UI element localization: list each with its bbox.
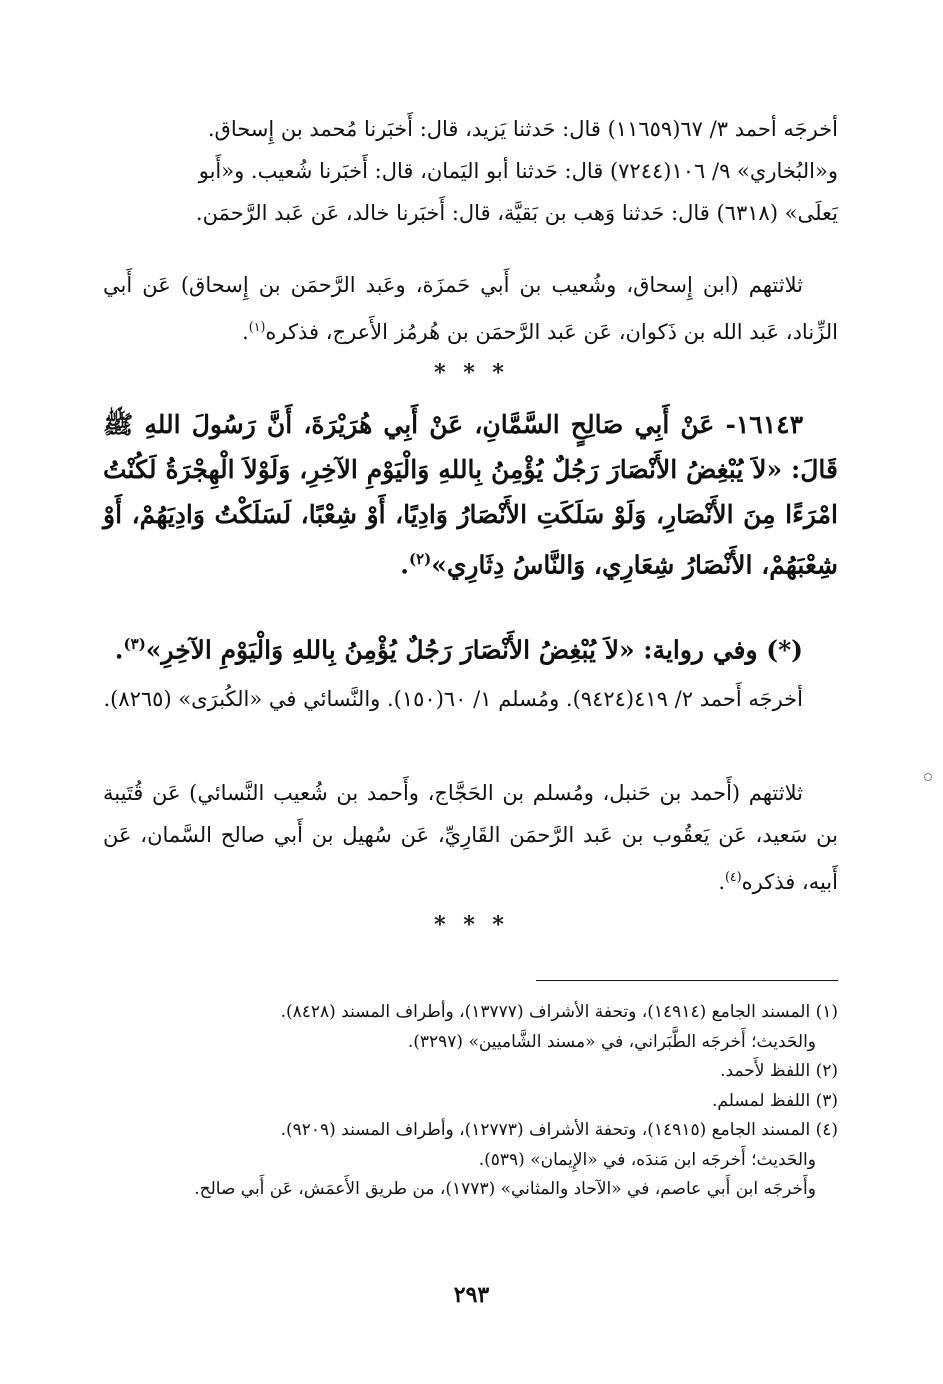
footnote-4-continuation: والحَديث؛ أَخرجَه ابن مَندَه، في «الإِيمان» (٥٣٩). [478,1149,816,1170]
isnad-text: ثلاثتهم (ابن إِسحاق، وشُعيب بن أَبي حَمزَة، وعَبد الرَّحمَن بن إِسحاق) عَن أَبي الزِّناد، عَبد الله بن ذَكوان، عَن عَبد الرَّحمَن بن هُرمُز الأَعرج، فذكره [103,273,838,344]
riwaya-paragraph: (*) وفي رواية: «لاَ يُبْغِضُ الأَنْصَارَ رَجُلٌ يُؤْمِنُ بِاللهِ وَالْيَوْمِ الآخِرِ»$^{(٣)}$. [114,635,803,665]
section-separator: * * * [434,360,509,386]
takhrij-text: أخرجَه أَحمد ٢/ ٤١٩(٩٤٢٤). ومُسلم ١/ ٦٠(١٥٠). والنَّسائي في «الكُبرَى» (٨٢٦٥). [103,687,803,711]
margin-mark [924,773,932,781]
takhrij-paragraph-2 [103,678,838,720]
isnad-paragraph-1: ثلاثتهم (ابن إِسحاق، وشُعيب بن أَبي حَمزَة، وعَبد الرَّحمَن بن إِسحاق) عَن أَبي الزِّناد، عَبد الله بن ذَكوان، عَن عَبد الرَّحمَن بن هُرمُز الأَعرج، فذكره$^{(١)}$. [103,273,838,344]
footnote-4-continuation: وأَخرجَه ابن أَبي عاصم، في «الآحاد والمثاني» (١٧٧٣)، من طريق الأَعمَش، عَن أَبي صالح. [194,1179,816,1199]
page-number: ٢٩٣ [453,1282,490,1308]
footnote-ref: (٤) [725,869,742,884]
footnote-1: (١) المسند الجامع (١٤٩١٤)، وتحفة الأشراف (١٣٧٧٧)، وأطراف المسند (٨٤٢٨). [280,1002,838,1022]
footnote-ref: (١) [248,319,266,334]
text-line: أخرجَه أحمد ٣/ ٦٧(١١٦٥٩) قال: حَدثنا يَزيد، قال: أَخبَرنا مُحمد بن إِسحاق. [207,117,838,141]
section-separator: * * * [434,912,509,938]
footnote-ref: (٣) [123,635,146,653]
footnote-4: (٤) المسند الجامع (١٤٩١٥)، وتحفة الأشراف (١٢٧٧٣)، وأطراف المسند (٩٢٠٩). [280,1120,838,1140]
footnotes [103,998,838,1205]
footnote-2: (٢) اللفظ لأَحمد. [720,1061,838,1081]
footnote-rule [536,980,838,981]
footnote-1-continuation: والحَديث؛ أَخرجَه الطَّبَراني، في «مسند الشَّاميين» (٣٢٩٧). [407,1031,816,1052]
isnad-text: ثلاثتهم (أَحمد بن حَنبل، ومُسلم بن الحَجَّاج، وأَحمد بن شُعيب النَّسائي) عَن قُتَيبة بن سَعيد، عَن يَعقُوب بن عَبد الرَّحمَن القَارِيِّ، عَن سُهيل بن أَبي صالح السَّمان، عَن أَبيه، فذكره [103,781,838,894]
text-line: و«البُخاري» ٩/ ١٠٦(٧٢٤٤) قال: حَدثنا أبو اليَمان، قال: أَخبَرنا شُعيب. و«أَبو [198,159,838,183]
hadith-paragraph: ١٦١٤٣- عَنْ أَبِي صَالِحٍ السَّمَّانِ، عَنْ أَبِي هُرَيْرَةَ، أَنَّ رَسُولَ اللهِ ﷺ قَالَ: «لاَ يُبْغِضُ الأَنْصَارَ رَجُلٌ يُؤْمِنُ بِاللهِ وَالْيَوْمِ الآخِرِ، وَلَوْلاَ الْهِجْرَةُ لَكُنْتُ امْرَءًا مِنَ الأَنْصَارِ، وَلَوْ سَلَكَتِ الأَنْصَارُ وَادِيًا، أَوْ شِعْبًا، لَسَلَكْتُ وَادِيَهُمْ، أَوْ شِعْبَهُمْ، الأَنْصَارُ شِعَارِي، وَالنَّاسُ دِثَارِي»$^{(٢)}$. [103,410,838,580]
text-line: يَعلَى» (٦٣١٨) قال: حَدثنا وَهب بن بَقيَّة، قال: أَخبَرنا خالد، عَن عَبد الرَّحمَن. [195,201,838,225]
isnad-paragraph-2: ثلاثتهم (أَحمد بن حَنبل، ومُسلم بن الحَجَّاج، وأَحمد بن شُعيب النَّسائي) عَن قُتَيبة بن سَعيد، عَن يَعقُوب بن عَبد الرَّحمَن القَارِيِّ، عَن سُهيل بن أَبي صالح السَّمان، عَن أَبيه، فذكره$^{(٤)}$. [103,781,838,894]
footnote-ref: (٢) [408,550,432,568]
takhrij-paragraph-1 [103,108,838,234]
riwaya-text: (*) وفي رواية: «لاَ يُبْغِضُ الأَنْصَارَ رَجُلٌ يُؤْمِنُ بِاللهِ وَالْيَوْمِ الآخِرِ» [145,635,803,665]
footnote-3: (٣) اللفظ لمسلم. [711,1090,838,1111]
hadith-text: ١٦١٤٣- عَنْ أَبِي صَالِحٍ السَّمَّانِ، عَنْ أَبِي هُرَيْرَةَ، أَنَّ رَسُولَ اللهِ ﷺ قَالَ: «لاَ يُبْغِضُ الأَنْصَارَ رَجُلٌ يُؤْمِنُ بِاللهِ وَالْيَوْمِ الآخِرِ، وَلَوْلاَ الْهِجْرَةُ لَكُنْتُ امْرَءًا مِنَ الأَنْصَارِ، وَلَوْ سَلَكَتِ الأَنْصَارُ وَادِيًا، أَوْ شِعْبًا، لَسَلَكْتُ وَادِيَهُمْ، أَوْ شِعْبَهُمْ، الأَنْصَارُ شِعَارِي، وَالنَّاسُ دِثَارِي» [103,410,838,580]
